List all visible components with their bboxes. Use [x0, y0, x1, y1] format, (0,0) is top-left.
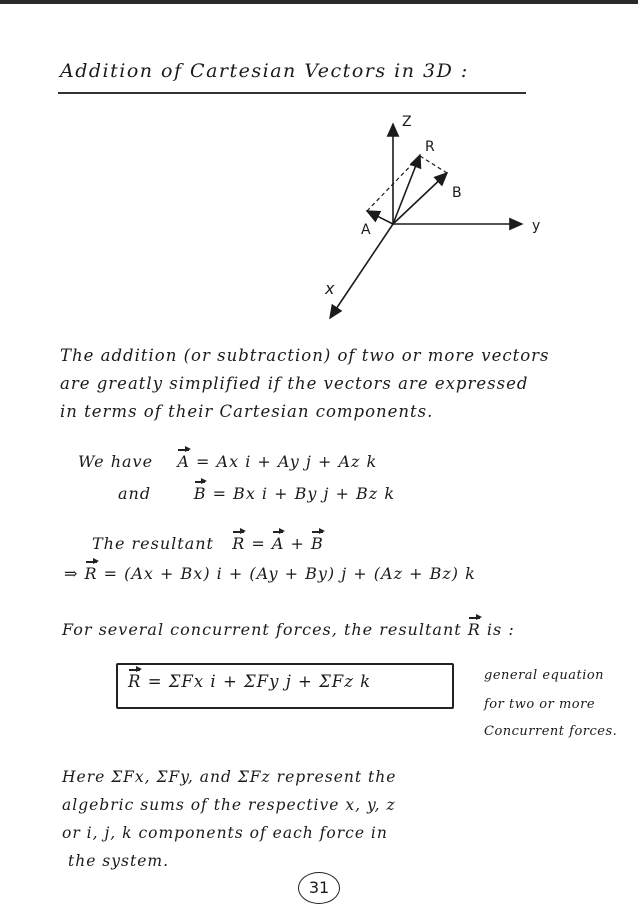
y-label: y [532, 218, 541, 234]
several-r: R [467, 620, 481, 639]
several-forces-line [62, 620, 515, 639]
equation-a-rhs: = Ax i + Ay j + Az k [196, 452, 378, 471]
a-label: A [361, 222, 371, 238]
resultant-r: R [232, 534, 246, 553]
note-line-3: Concurrent forces. [484, 724, 618, 739]
implies-arrow: ⇒ [64, 564, 79, 583]
resultant-eq: = [251, 534, 266, 553]
resultant-equation [92, 534, 324, 553]
general-equation [128, 672, 371, 691]
dashed-line-2 [420, 156, 447, 173]
paragraph-line-1: The addition (or subtraction) of two or more vectors [60, 346, 550, 365]
paragraph-line-3: in terms of their Cartesian components. [60, 402, 434, 421]
x-label: x [325, 279, 335, 298]
resultant-plus: + [290, 534, 305, 553]
general-rhs: = ΣFx i + ΣFy j + ΣFz k [147, 672, 372, 691]
vector-a-symbol: A [177, 452, 190, 471]
equation-b [118, 484, 395, 503]
general-r: R [128, 672, 142, 691]
here-line-3: or i, j, k components of each force in [62, 824, 388, 842]
equation-b-prefix: and [118, 484, 152, 503]
z-label: Z [402, 114, 412, 130]
b-label: B [452, 185, 462, 201]
here-line-4: the system. [68, 852, 170, 870]
note-line-1: general equation [484, 668, 605, 683]
equation-a [78, 452, 377, 471]
here-line-1: Here ΣFx, ΣFy, and ΣFz represent the [62, 768, 397, 786]
vector-r [393, 155, 420, 224]
expanded-equation [64, 564, 476, 583]
page-title: Addition of Cartesian Vectors in 3D : [60, 60, 469, 82]
r-label: R [425, 139, 435, 155]
page-number: 31 [298, 872, 340, 904]
note-line-2: for two or more [484, 697, 596, 712]
expanded-rhs: = (Ax + Bx) i + (Ay + By) j + (Az + Bz) k [103, 564, 476, 583]
vector-diagram [0, 0, 638, 340]
vector-b-symbol: B [193, 484, 207, 503]
several-tail: is : [486, 620, 515, 639]
vector-b [393, 173, 447, 224]
here-line-2: algebric sums of the respective x, y, z [62, 796, 396, 814]
vector-a [367, 211, 393, 224]
resultant-b: B [311, 534, 324, 553]
paragraph-line-2: are greatly simplified if the vectors are expressed [60, 374, 529, 393]
x-axis [330, 224, 393, 318]
resultant-prefix: The resultant [92, 534, 214, 553]
several-forces-text: For several concurrent forces, the resultant [62, 620, 462, 639]
resultant-a: A [271, 534, 285, 553]
equation-b-rhs: = Bx i + By j + Bz k [212, 484, 396, 503]
expanded-r: R [84, 564, 98, 583]
equation-a-prefix: We have [78, 452, 154, 471]
